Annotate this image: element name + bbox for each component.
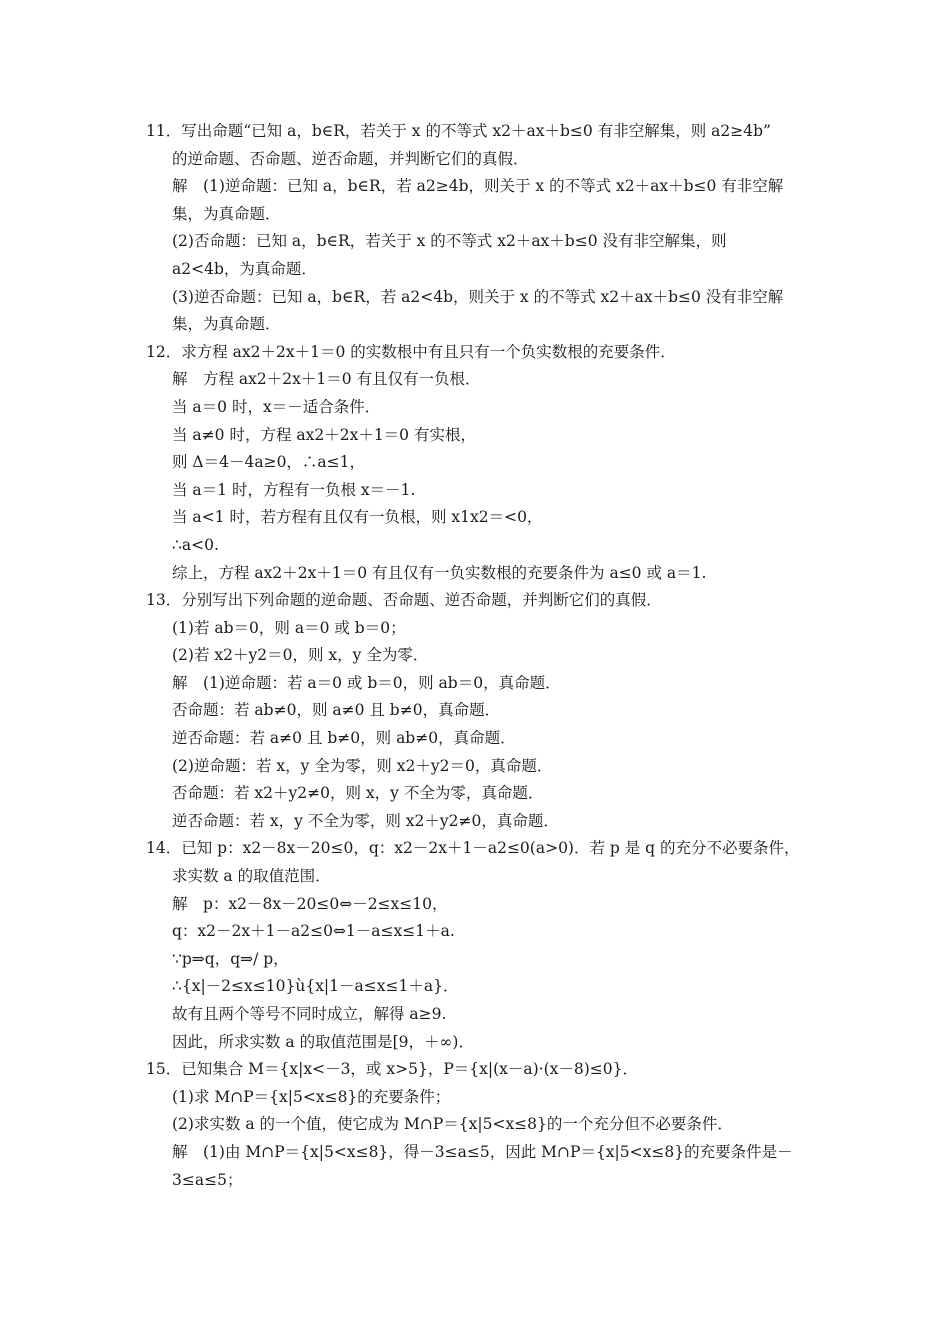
text-line: 当 a＝1 时，方程有一负根 x＝－1. (172, 480, 416, 499)
problem-heading-line: 12．求方程 ax2＋2x＋1＝0 的实数根中有且只有一个负实数根的充要条件． (146, 342, 676, 361)
text-line: 解 (1)由 M∩P＝{x|5<x≤8}，得－3≤a≤5，因此 M∩P＝{x|5<x≤8}的充要条件是－ (172, 1142, 793, 1161)
text-line: (2)若 x2＋y2＝0，则 x，y 全为零． (172, 646, 429, 665)
text-line: 求实数 a 的取值范围． (172, 867, 331, 886)
text-line: 当 a<1 时，若方程有且仅有一负根，则 x1x2＝<0， (172, 508, 543, 527)
text-line: (3)逆否命题：已知 a，b∈R，若 a2<4b，则关于 x 的不等式 x2＋ax＋b≤0 没有非空解 (172, 287, 784, 306)
text-line: 逆否命题：若 a≠0 且 b≠0，则 ab≠0，真命题． (172, 729, 516, 748)
text-line: 集，为真命题． (172, 315, 281, 334)
text-line: (2)逆命题：若 x，y 全为零，则 x2＋y2＝0，真命题． (172, 756, 553, 775)
text-line: 的逆命题、否命题、逆否命题，并判断它们的真假． (172, 149, 529, 168)
document-body (146, 118, 818, 1194)
text-line: 则 Δ＝4－4a≥0，∴a≤1， (172, 453, 366, 472)
text-line: a2<4b，为真命题． (172, 259, 317, 278)
problem-heading-line: 13．分别写出下列命题的逆命题、否命题、逆否命题，并判断它们的真假． (146, 591, 662, 610)
text-line: 否命题：若 x2＋y2≠0，则 x，y 不全为零，真命题． (172, 784, 544, 803)
text-line: 当 a＝0 时，x＝－适合条件． (172, 397, 381, 416)
text-line: 故有且两个等号不同时成立，解得 a≥9. (172, 1005, 447, 1023)
text-line: (1)若 ab＝0，则 a＝0 或 b＝0； (172, 618, 406, 637)
text-line: ∴a<0. (172, 535, 219, 554)
text-line: (2)否命题：已知 a，b∈R，若关于 x 的不等式 x2＋ax＋b≤0 没有非空解集，则 (172, 232, 727, 251)
text-line: ∴{x|－2≤x≤10}ù{x|1－a≤x≤1＋a}． (172, 977, 459, 996)
text-line: q：x2－2x＋1－a2≤0⇔1－a≤x≤1＋a. (172, 922, 455, 941)
problem-heading-line: 14．已知 p：x2－8x－20≤0，q：x2－2x＋1－a2≤0(a>0)．若 p 是 q 的充分不必要条件， (146, 839, 800, 858)
text-line: 3≤a≤5； (172, 1170, 243, 1189)
text-line: 逆否命题：若 x，y 不全为零，则 x2＋y2≠0，真命题． (172, 811, 559, 830)
text-line: 综上，方程 ax2＋2x＋1＝0 有且仅有一负实数根的充要条件为 a≤0 或 a＝1. (172, 563, 707, 582)
text-line: (1)求 M∩P＝{x|5<x≤8}的充要条件； (172, 1087, 451, 1106)
text-line: 否命题：若 ab≠0，则 a≠0 且 b≠0，真命题． (172, 701, 501, 720)
text-line: 因此，所求实数 a 的取值范围是[9，＋∞)． (172, 1032, 474, 1051)
text-line: 解 (1)逆命题：若 a＝0 或 b＝0，则 ab＝0，真命题． (172, 673, 561, 692)
text-line: ∵p⇒q，q⇒/ p， (172, 949, 289, 968)
text-line: 解 方程 ax2＋2x＋1＝0 有且仅有一负根． (172, 370, 481, 389)
text-line: 当 a≠0 时，方程 ax2＋2x＋1＝0 有实根， (172, 425, 476, 444)
text-line: 解 p：x2－8x－20≤0⇔－2≤x≤10， (172, 894, 448, 913)
text-line: (2)求实数 a 的一个值，使它成为 M∩P＝{x|5<x≤8}的一个充分但不必要条件． (172, 1115, 733, 1134)
problem-heading-line: 11．写出命题“已知 a，b∈R，若关于 x 的不等式 x2＋ax＋b≤0 有非空解集，则 a2≥4b” (146, 122, 771, 140)
text-line: 集，为真命题． (172, 204, 281, 223)
problem-heading-line: 15．已知集合 M＝{x|x<－3，或 x>5}，P＝{x|(x－a)·(x－8)≤0}． (146, 1060, 638, 1079)
text-line: 解 (1)逆命题：已知 a，b∈R，若 a2≥4b，则关于 x 的不等式 x2＋ax＋b≤0 有非空解 (172, 177, 784, 196)
